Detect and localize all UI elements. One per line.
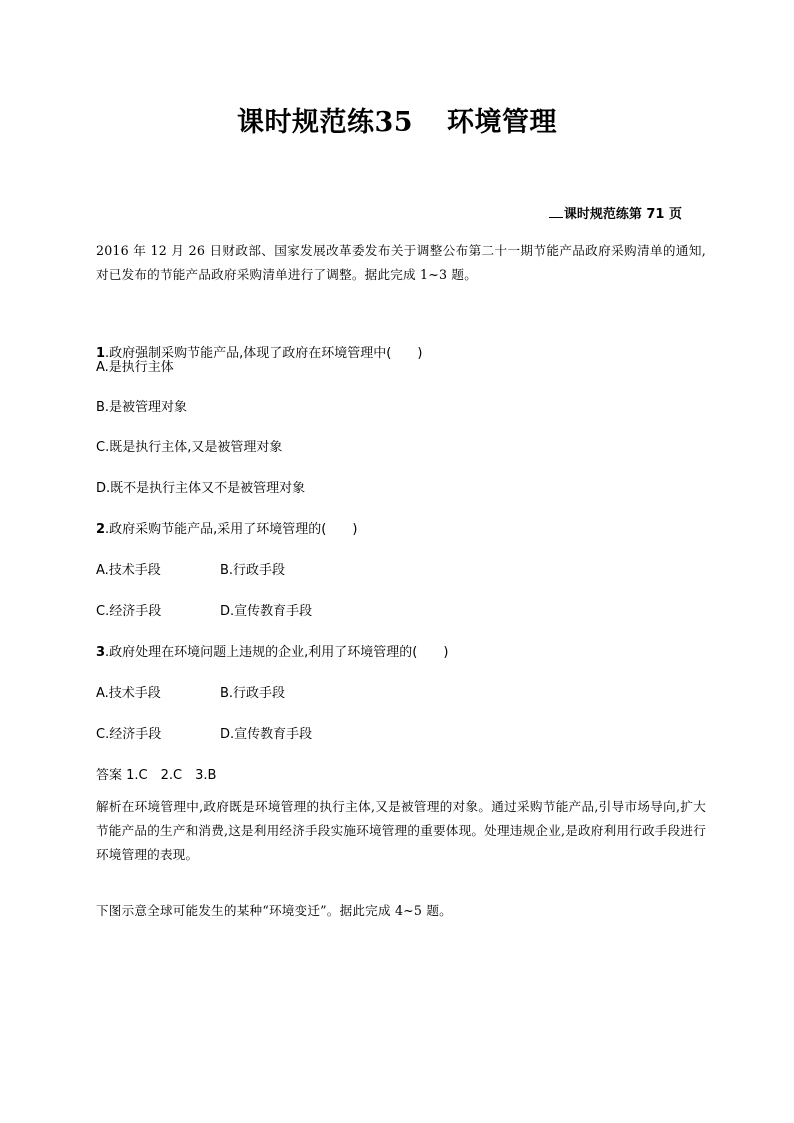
question-1-option-d: D.既不是执行主体又不是被管理对象 — [96, 481, 306, 496]
question-3-option-b: B.行政手段 — [220, 686, 286, 701]
reference-blank — [549, 206, 563, 218]
question-1-number: 1 — [96, 346, 106, 361]
page-reference — [549, 203, 682, 222]
question-3-option-c: C.经济手段 — [96, 727, 162, 742]
question-2-option-c: C.经济手段 — [96, 604, 162, 619]
title-topic: 环境管理 — [447, 107, 558, 138]
answer-line: 答案 1.C 2.C 3.B — [96, 768, 217, 783]
question-3-stem: .政府处理在环境问题上违规的企业,利用了环境管理的( ) — [105, 645, 449, 660]
question-1-option-b: B.是被管理对象 — [96, 400, 188, 415]
intro-paragraph-1: 2016 年 12 月 26 日财政部、国家发展改革委发布关于调整公布第二十一期节能产品政府采购清单的通知,对已发布的节能产品政府采购清单进行了调整。据此完成 1~3 题。 — [96, 243, 706, 282]
question-2-number: 2 — [96, 522, 106, 537]
title-main: 课时规范练35 — [236, 107, 414, 138]
question-1-stem: .政府强制采购节能产品,体现了政府在环境管理中( ) — [105, 346, 423, 361]
question-2-options-row-2 — [96, 600, 312, 619]
reference-text: 课时规范练第 71 页 — [563, 207, 682, 222]
question-3-options-row-2 — [96, 723, 312, 742]
question-2-option-a: A.技术手段 — [96, 563, 161, 578]
question-3-number: 3 — [96, 645, 106, 660]
question-1-option-c: C.既是执行主体,又是被管理对象 — [96, 440, 283, 455]
page-title — [0, 100, 794, 139]
intro-paragraph-2: 下图示意全球可能发生的某种“环境变迁”。据此完成 4~5 题。 — [96, 903, 452, 918]
question-2-stem: .政府采购节能产品,采用了环境管理的( ) — [105, 522, 358, 537]
question-2-option-d: D.宣传教育手段 — [220, 604, 313, 619]
question-1-option-a: A.是执行主体 — [96, 360, 174, 375]
question-2 — [96, 518, 357, 537]
analysis-paragraph: 解析在环境管理中,政府既是环境管理的执行主体,又是被管理的对象。通过采购节能产品,引导市场导向,扩大节能产品的生产和消费,这是利用经济手段实施环境管理的重要体现。处理违规企业,是政府利用行政手段进行环境管理的表现。 — [96, 799, 706, 862]
question-3 — [96, 641, 448, 660]
question-3-option-d: D.宣传教育手段 — [220, 727, 313, 742]
question-2-options-row-1 — [96, 559, 285, 578]
question-3-option-a: A.技术手段 — [96, 686, 161, 701]
question-3-options-row-1 — [96, 682, 285, 701]
question-2-option-b: B.行政手段 — [220, 563, 286, 578]
